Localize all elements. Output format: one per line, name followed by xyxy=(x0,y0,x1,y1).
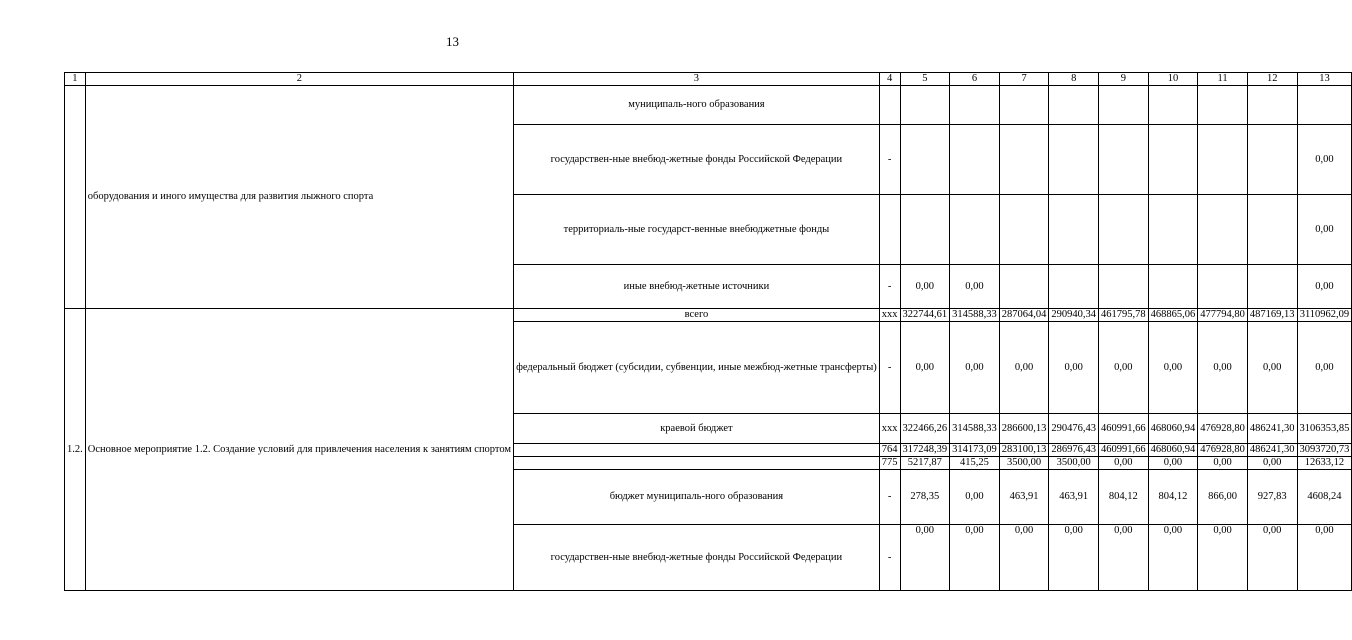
funding-source xyxy=(514,457,880,470)
amount-cell: 0,00 xyxy=(1198,322,1248,414)
amount-cell xyxy=(900,125,950,195)
amount-cell: 0,00 xyxy=(1148,322,1198,414)
budget-code xyxy=(879,86,900,125)
amount-cell: 463,91 xyxy=(1049,470,1099,525)
amount-cell: 3093720,73 xyxy=(1297,444,1352,457)
funding-source: федеральный бюджет (субсидии, субвенции, иные межбюд-жетные трансферты) xyxy=(514,322,880,414)
amount-cell: 0,00 xyxy=(1049,322,1099,414)
amount-cell xyxy=(1049,195,1099,265)
amount-cell: 0,00 xyxy=(1247,525,1297,591)
budget-code: - xyxy=(879,322,900,414)
header-row xyxy=(65,73,1352,86)
column-header: 11 xyxy=(1198,73,1248,86)
amount-cell: 0,00 xyxy=(1148,525,1198,591)
amount-cell: 0,00 xyxy=(900,265,950,309)
amount-cell: 866,00 xyxy=(1198,470,1248,525)
funding-source: муниципаль-ного образования xyxy=(514,86,880,125)
amount-cell xyxy=(1049,125,1099,195)
amount-cell: 468060,94 xyxy=(1148,444,1198,457)
amount-cell: 477794,80 xyxy=(1198,309,1248,322)
column-header: 8 xyxy=(1049,73,1099,86)
amount-cell xyxy=(1099,86,1149,125)
amount-cell: 0,00 xyxy=(1148,457,1198,470)
amount-cell: 0,00 xyxy=(1198,525,1248,591)
funding-source: иные внебюд-жетные источники xyxy=(514,265,880,309)
amount-cell xyxy=(950,86,1000,125)
amount-cell: 287064,04 xyxy=(999,309,1049,322)
column-header: 2 xyxy=(85,73,513,86)
budget-code: 775 xyxy=(879,457,900,470)
activity-name: оборудования и иного имущества для развития лыжного спорта xyxy=(85,86,513,309)
amount-cell: 3110962,09 xyxy=(1297,309,1352,322)
amount-cell: 0,00 xyxy=(950,470,1000,525)
amount-cell xyxy=(999,86,1049,125)
amount-cell: 461795,78 xyxy=(1099,309,1149,322)
budget-code: ххх xyxy=(879,414,900,444)
amount-cell: 5217,87 xyxy=(900,457,950,470)
budget-code: ххх xyxy=(879,309,900,322)
amount-cell xyxy=(1099,195,1149,265)
budget-code xyxy=(879,195,900,265)
budget-code: - xyxy=(879,525,900,591)
amount-cell xyxy=(1049,86,1099,125)
amount-cell: 468060,94 xyxy=(1148,414,1198,444)
amount-cell: 468865,06 xyxy=(1148,309,1198,322)
amount-cell: 487169,13 xyxy=(1247,309,1297,322)
amount-cell: 0,00 xyxy=(1247,322,1297,414)
amount-cell: 12633,12 xyxy=(1297,457,1352,470)
amount-cell: 0,00 xyxy=(1099,322,1149,414)
amount-cell xyxy=(1247,86,1297,125)
column-header: 6 xyxy=(950,73,1000,86)
amount-cell: 290476,43 xyxy=(1049,414,1099,444)
amount-cell: 463,91 xyxy=(999,470,1049,525)
amount-cell xyxy=(1198,86,1248,125)
amount-cell: 0,00 xyxy=(1297,525,1352,591)
amount-cell: 0,00 xyxy=(900,525,950,591)
amount-cell: 415,25 xyxy=(950,457,1000,470)
budget-code: - xyxy=(879,125,900,195)
amount-cell: 0,00 xyxy=(1297,322,1352,414)
amount-cell: 460991,66 xyxy=(1099,414,1149,444)
amount-cell: 3106353,85 xyxy=(1297,414,1352,444)
column-header: 9 xyxy=(1099,73,1149,86)
table-row xyxy=(65,309,1352,322)
amount-cell: 322466,26 xyxy=(900,414,950,444)
column-header: 13 xyxy=(1297,73,1352,86)
amount-cell: 3500,00 xyxy=(1049,457,1099,470)
table-row xyxy=(65,86,1352,125)
budget-code: - xyxy=(879,265,900,309)
amount-cell xyxy=(1148,195,1198,265)
amount-cell: 317248,39 xyxy=(900,444,950,457)
amount-cell: 486241,30 xyxy=(1247,414,1297,444)
amount-cell xyxy=(1247,195,1297,265)
amount-cell: 486241,30 xyxy=(1247,444,1297,457)
amount-cell xyxy=(950,195,1000,265)
amount-cell: 460991,66 xyxy=(1099,444,1149,457)
column-header: 12 xyxy=(1247,73,1297,86)
amount-cell: 804,12 xyxy=(1099,470,1149,525)
amount-cell xyxy=(1148,125,1198,195)
amount-cell xyxy=(900,195,950,265)
amount-cell: 3500,00 xyxy=(999,457,1049,470)
amount-cell xyxy=(1198,195,1248,265)
amount-cell: 286976,43 xyxy=(1049,444,1099,457)
amount-cell: 4608,24 xyxy=(1297,470,1352,525)
amount-cell xyxy=(1247,125,1297,195)
funding-source: бюджет муниципаль-ного образования xyxy=(514,470,880,525)
amount-cell xyxy=(1297,86,1352,125)
amount-cell xyxy=(1148,86,1198,125)
row-number: 1.2. xyxy=(65,309,86,591)
amount-cell: 927,83 xyxy=(1247,470,1297,525)
amount-cell: 322744,61 xyxy=(900,309,950,322)
amount-cell: 314173,09 xyxy=(950,444,1000,457)
amount-cell xyxy=(999,195,1049,265)
column-header: 3 xyxy=(514,73,880,86)
amount-cell xyxy=(1049,265,1099,309)
amount-cell: 0,00 xyxy=(999,322,1049,414)
page-number: 13 xyxy=(446,34,459,49)
budget-code: - xyxy=(879,470,900,525)
amount-cell: 0,00 xyxy=(1247,457,1297,470)
funding-source: государствен-ные внебюд-жетные фонды Российской Федерации xyxy=(514,125,880,195)
amount-cell xyxy=(1198,265,1248,309)
column-header: 7 xyxy=(999,73,1049,86)
amount-cell: 0,00 xyxy=(999,525,1049,591)
amount-cell: 290940,34 xyxy=(1049,309,1099,322)
amount-cell xyxy=(1198,125,1248,195)
amount-cell xyxy=(999,265,1049,309)
amount-cell: 0,00 xyxy=(1198,457,1248,470)
amount-cell: 476928,80 xyxy=(1198,444,1248,457)
funding-source xyxy=(514,444,880,457)
column-header: 5 xyxy=(900,73,950,86)
amount-cell: 0,00 xyxy=(1297,265,1352,309)
amount-cell: 0,00 xyxy=(950,525,1000,591)
funding-source: всего xyxy=(514,309,880,322)
amount-cell: 476928,80 xyxy=(1198,414,1248,444)
activity-name: Основное мероприятие 1.2. Создание условий для привлечения населения к занятиям спортом xyxy=(85,309,513,591)
amount-cell: 0,00 xyxy=(950,265,1000,309)
funding-source: краевой бюджет xyxy=(514,414,880,444)
amount-cell xyxy=(900,86,950,125)
amount-cell: 0,00 xyxy=(900,322,950,414)
amount-cell: 314588,33 xyxy=(950,309,1000,322)
amount-cell: 286600,13 xyxy=(999,414,1049,444)
budget-table xyxy=(64,72,1352,591)
budget-code: 764 xyxy=(879,444,900,457)
row-number xyxy=(65,86,86,309)
amount-cell: 0,00 xyxy=(1049,525,1099,591)
amount-cell: 0,00 xyxy=(1099,457,1149,470)
amount-cell xyxy=(999,125,1049,195)
funding-source: территориаль-ные государст-венные внебюджетные фонды xyxy=(514,195,880,265)
amount-cell xyxy=(1099,265,1149,309)
amount-cell: 283100,13 xyxy=(999,444,1049,457)
funding-source: государствен-ные внебюд-жетные фонды Российской Федерации xyxy=(514,525,880,591)
amount-cell xyxy=(1247,265,1297,309)
amount-cell: 0,00 xyxy=(1297,125,1352,195)
amount-cell xyxy=(1148,265,1198,309)
amount-cell: 0,00 xyxy=(950,322,1000,414)
column-header: 10 xyxy=(1148,73,1198,86)
amount-cell: 314588,33 xyxy=(950,414,1000,444)
amount-cell xyxy=(950,125,1000,195)
column-header: 1 xyxy=(65,73,86,86)
amount-cell xyxy=(1099,125,1149,195)
amount-cell: 278,35 xyxy=(900,470,950,525)
amount-cell: 804,12 xyxy=(1148,470,1198,525)
amount-cell: 0,00 xyxy=(1099,525,1149,591)
amount-cell: 0,00 xyxy=(1297,195,1352,265)
column-header: 4 xyxy=(879,73,900,86)
